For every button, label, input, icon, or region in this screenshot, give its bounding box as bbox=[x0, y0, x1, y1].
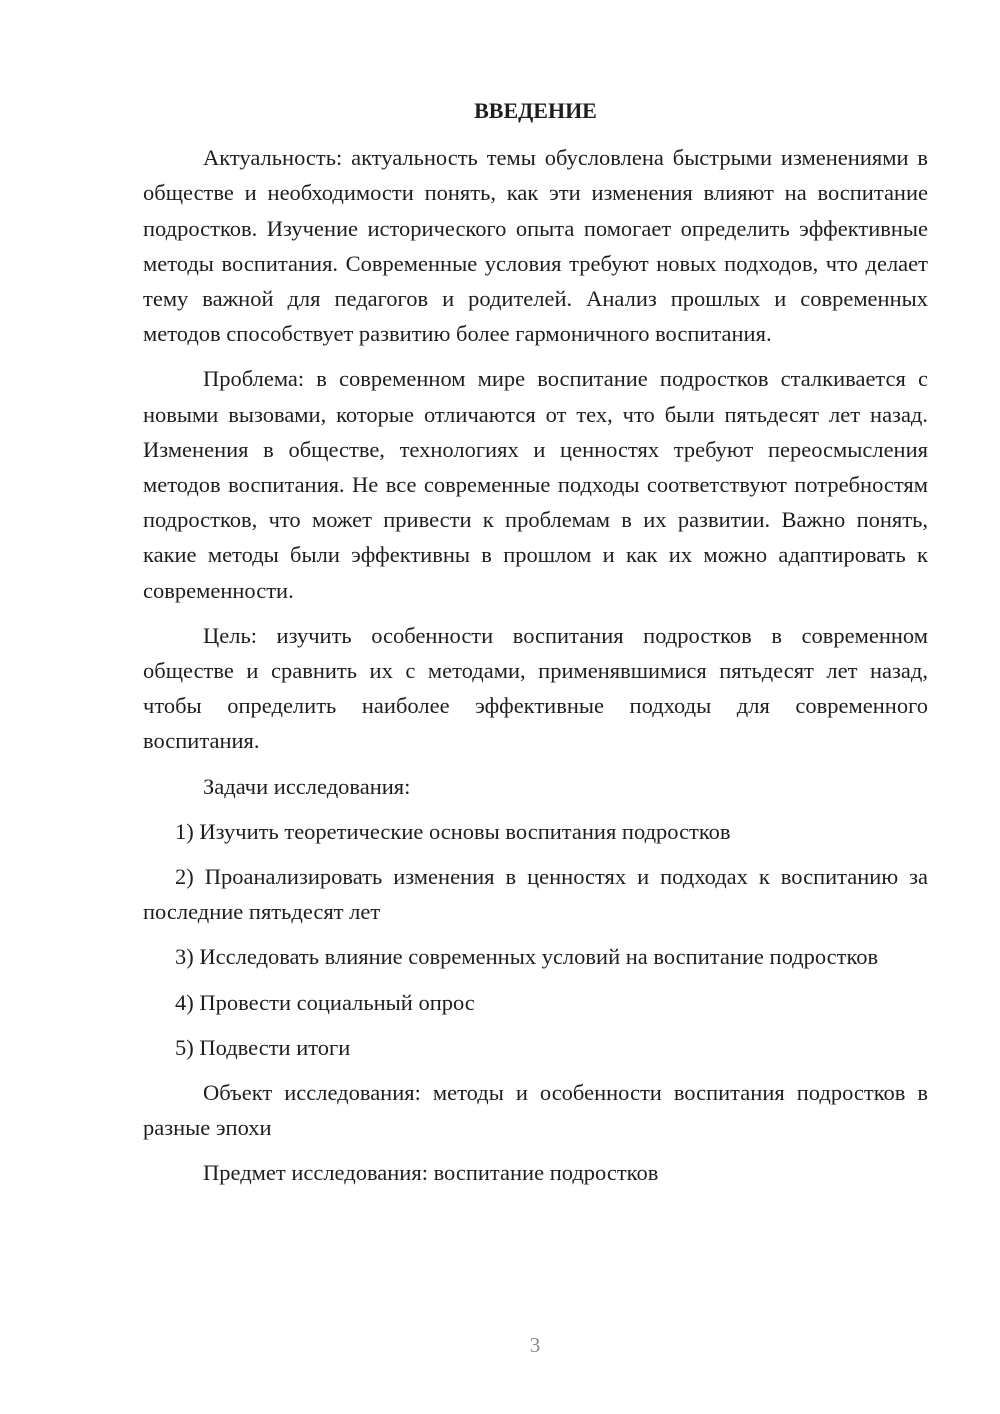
paragraph-relevance: Актуальность: актуальность темы обусловлена быстрыми изменениями в обществе и необходимости понять, как эти изменения влияют на воспитание подростков. Изучение исторического опыта помогает определить эффективные методы воспитания. Современные условия требуют новых подходов, что делает тему важной для педагогов и родителей. Анализ прошлых и современных методов способствует развитию более гармоничного воспитания. bbox=[143, 145, 928, 347]
task-item-2: 2) Проанализировать изменения в ценностях и подходах к воспитанию за последние пятьдесят лет bbox=[143, 864, 928, 925]
task-item-3: 3) Исследовать влияние современных условий на воспитание подростков bbox=[175, 944, 879, 970]
task-item-5: 5) Подвести итоги bbox=[175, 1034, 351, 1060]
document-body bbox=[143, 93, 928, 1191]
research-object: Объект исследования: методы и особенности воспитания подростков в разные эпохи bbox=[143, 1080, 928, 1141]
task-item-1: 1) Изучить теоретические основы воспитания подростков bbox=[175, 818, 731, 844]
page-title: ВВЕДЕНИЕ bbox=[474, 98, 597, 123]
research-subject: Предмет исследования: воспитание подростков bbox=[203, 1160, 659, 1186]
task-item-4: 4) Провести социальный опрос bbox=[175, 989, 475, 1015]
paragraph-goal: Цель: изучить особенности воспитания подростков в современном обществе и сравнить их с методами, применявшимися пятьдесят лет назад, чтобы определить наиболее эффективные подходы для современного воспитания. bbox=[143, 622, 928, 754]
page-number: 3 bbox=[529, 1333, 541, 1357]
paragraph-problem: Проблема: в современном мире воспитание подростков сталкивается с новыми вызовами, которые отличаются от тех, что были пятьдесят лет назад. Изменения в обществе, технологиях и ценностях требуют переосмысления методов воспитания. Не все современные подходы соответствуют потребностям подростков, что может привести к проблемам в их развитии. Важно понять, какие методы были эффективны в прошлом и как их можно адаптировать к современности. bbox=[143, 366, 928, 603]
tasks-heading: Задачи исследования: bbox=[203, 773, 411, 799]
